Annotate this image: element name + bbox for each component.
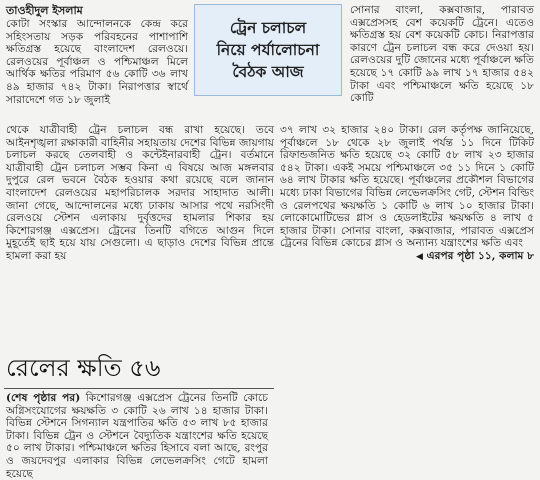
- continue-text: এরপর পৃষ্ঠা ১১, কলাম ৮: [426, 249, 534, 262]
- sub-headline: রেলের ক্ষতি ৫৬: [6, 354, 161, 382]
- divider: [4, 388, 274, 389]
- sub-lead: (শেষ পৃষ্ঠার পর): [6, 392, 81, 404]
- paragraph: থেকে যাত্রীবাহী ট্রেন চলাচল বন্ধ রাখা হয়েছে। তবে আইনশৃঙ্খলা রক্ষাকারী বাহিনীর সহায়তায় দেশের বিভিন্ন জায়গায় চলাচল করছে তেলবাহী ও কন্টেইনারবাহী ট্রেন। বর্তমানে যাত্রীবাহী ট্রেন চলাচল সম্ভব কিনা এ বিষয়ে আজ মঙ্গলবার দুপুরে রেল ভবনে বৈঠক হওয়ার কথা রয়েছে বলে জানান বাংলাদেশ রেলওয়ের মহাপরিচালক সরদার সাহাদাত আলী। জানা গেছে, আন্দোলনের মধ্যে ঢাকায় আসার পথে নরসিংদী রেলওয়ে স্টেশন এলাকায় দুর্বৃত্তদের হামলার শিকার হয় কিশোরগঞ্জ এক্সপ্রেস। ট্রেনের তিনটি বগিতে আগুন দিলে মুহূর্তেই ছাই হয়ে যায় সেগুলো। এ ছাড়াও দেশের বিভিন্ন প্রান্তে হামলা করা হয়: [6, 124, 274, 262]
- paragraph: ৩৭ লাখ ৩২ হাজার ২৪০ টাকা। রেল কর্তৃপক্ষ জানিয়েছে, পূর্বাঞ্চলে ১৮ থেকে ২৮ জুলাই পর্যন্ত ১১ দিনে টিকিট রিফান্ডজনিত ক্ষতি হয়েছে ৩২ কোটি ৫৮ লাখ ২৩ হাজার ৫৪২ টাকা। একই সময়ে পশ্চিমাঞ্চলে ৩৫ ১১ দিনে ১ কোটি ৬৪ লাখ টাকার ক্ষতি হয়েছে। পূর্বাঞ্চলের প্রকৌশল বিভাগের মধ্যে ঢাকা বিভাগের বিভিন্ন লেভেলক্রসিং গেট, স্টেশন বিল্ডিং ও রেলপথের ক্ষয়ক্ষতি ১ কোটি ৬ লাখ ১০ হাজার টাকা। লোকোমোটিভের গ্লাস ও হেডলাইটের ক্ষয়ক্ষতি ৪ লাখ ৫ হাজার টাকা। সোনার বাংলা, কক্সবাজার, পারাবত এক্সপ্রেস ট্রেনের বিভিন্ন কোচের গ্লাস ও অন্যান্য যন্ত্রাংশের ক্ষতি এবং: [280, 124, 534, 250]
- paragraph: সোনার বাংলা, কক্সবাজার, পারাবত এক্সপ্রেসসহ বেশ কয়েকটি ট্রেনে। এতেও ক্ষতিগ্রস্ত হয় বেশ কয়েকটি কোচ। নিরাপত্তার কারণে ট্রেন চলাচল বন্ধ করে দেওয়া হয়। রেলওয়ের দুটি জোনের মধ্যে পূর্বাঞ্চলে ক্ষতি হয়েছে ১৭ কোটি ৯৯ লাখ ১৭ হাজার ৫৪২ টাকা এবং পশ্চিমাঞ্চলে ক্ষতি হয়েছে ১৮ কোটি: [350, 4, 534, 105]
- article-col-mid-top: [350, 4, 534, 105]
- paragraph: [6, 392, 268, 480]
- sub-body-text: কিশোরগঞ্জ এক্সপ্রেস ট্রেনের তিনটি কোচে অগ্নিসংযোগের ক্ষয়ক্ষতি ৩ কোটি ২৬ লাখ ১৪ হাজার টাকা। বিভিন্ন স্টেশনে সিগন্যাল যন্ত্রপাতির ক্ষতি ৫৩ লাখ ৮৫ হাজার টাকা। বিভিন্ন ট্রেন ও স্টেশনে বৈদ্যুতিক যন্ত্রাংশের ক্ষতি হয়েছে ৫০ লাখ টাকার। পশ্চিমাঞ্চলে ক্ষতির হিসাবে বলা আছে, রংপুর ও জয়দেবপুর এলাকার বিভিন্ন লেভেলক্রসিং গেটে হামলা হয়েছে: [6, 392, 268, 480]
- arrow-icon: ◀: [415, 251, 423, 262]
- sub-article-body: [6, 392, 268, 480]
- paragraph: কোটা সংস্কার আন্দোলনকে কেন্দ্র করে সহিংসতায় সড়ক পরিবহনের পাশাপাশি ক্ষতিগ্রস্ত হয়েছে বাংলাদেশ রেলওয়ে। রেলওয়ের পূর্বাঞ্চল ও পশ্চিমাঞ্চল মিলে আর্থিক ক্ষতির পরিমাণ ৫৬ কোটি ৩৬ লাখ ৪৯ হাজার ৭৪২ টাকা। নিরাপত্তার স্বার্থে সারাদেশে গত ১৮ জুলাই: [6, 18, 188, 106]
- headline-line: নিয়ে পর্যালোচনা: [216, 40, 320, 59]
- article-col-left-wide: [6, 124, 274, 263]
- article-col-right: [280, 124, 534, 264]
- byline: তাওহীদুল ইসলাম: [6, 4, 83, 17]
- headline-box: [194, 4, 342, 96]
- headline-line: বৈঠক আজ: [232, 62, 304, 81]
- article-col-left-top: [6, 18, 188, 106]
- headline-line: ট্রেন চলাচল: [229, 18, 307, 37]
- continue-marker: [280, 250, 534, 264]
